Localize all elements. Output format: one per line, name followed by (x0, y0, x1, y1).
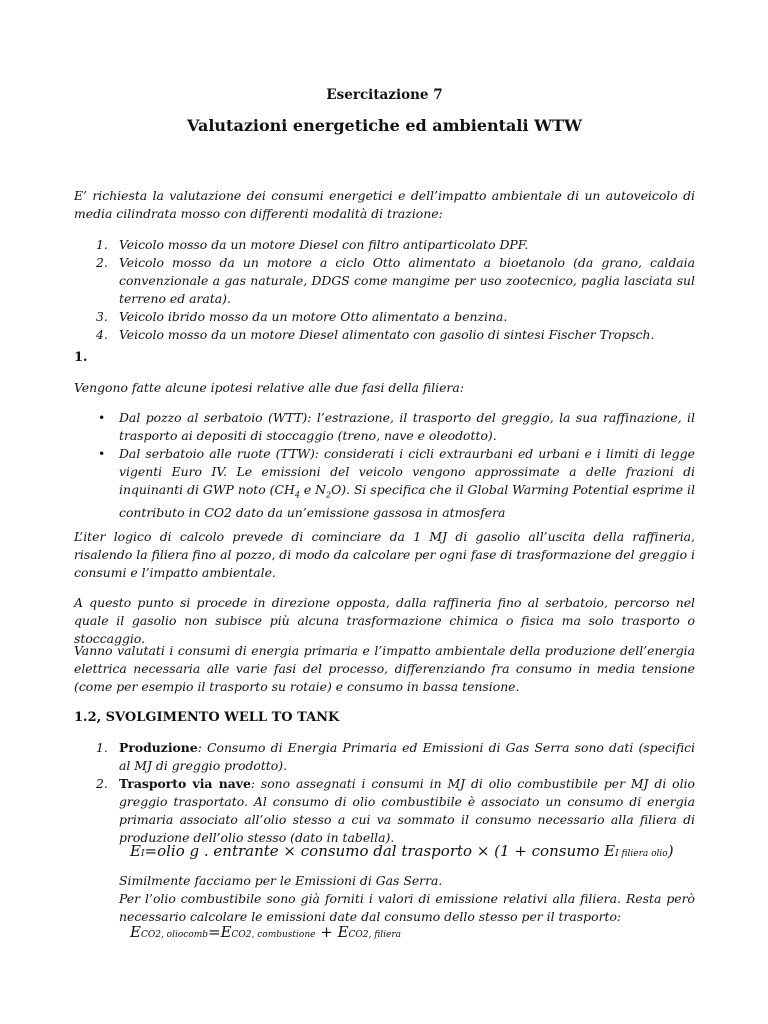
paragraph-direction: A questo punto si procede in direzione opposta, dalla raffineria fino al serbatoio, percorso nel quale il gasolio non subisce più alcuna trasformazione chimica o fisica ma solo trasporto o stoccaggio. (74, 595, 695, 646)
section-heading-well-to-tank: 1.2, SVOLGIMENTO WELL TO TANK (74, 710, 340, 725)
list-item: 1. Veicolo mosso da un motore Diesel con filtro antiparticolato DPF. (96, 237, 529, 252)
list-item: 1. Produzione: Consumo di Energia Primaria ed Emissioni di Gas Serra sono dati (specifici al MJ di greggio prodotto). (96, 740, 695, 773)
intro-paragraph: E’ richiesta la valutazione dei consumi energetici e dell’impatto ambientale di un autoveicolo di media cilindrata mosso con differenti modalità di trazione: (74, 188, 695, 221)
list-item: 4. Veicolo mosso da un motore Diesel alimentato con gasolio di sintesi Fischer Tropsch. (96, 327, 655, 342)
list-item: • Dal pozzo al serbatoio (WTT): l’estrazione, il trasporto del greggio, la sua raffinazione, il trasporto ai depositi di stoccaggio (treno, nave e oleodotto). (98, 410, 695, 443)
wtt-list (74, 739, 695, 847)
equation-co2-emissions: ECO2, oliocomb=ECO2, combustione + ECO2, filiera (130, 923, 401, 941)
hypothesis-list (74, 409, 695, 522)
paragraph-energy: Vanno valutati i consumi di energia primaria e l’impatto ambientale della produzione dell’energia elettrica necessaria alle varie fasi del processo, differenziando fra consumo in media tensione (come per esempio il trasporto su rotaie) e consumo in bassa tensione. (74, 643, 695, 694)
note-oil-emissions: Per l’olio combustibile sono già forniti i valori di emissione relativi alla filiera. Resta però necessario calcolare le emissioni date dal consumo dello stesso per il trasporto: (119, 891, 695, 924)
list-item: 2. Trasporto via nave: sono assegnati i consumi in MJ di olio combustibile per MJ di olio greggio trasportato. Al consumo di olio combustibile è associato un consumo di energia primaria associato all’olio stesso a cui va sommato il consumo necessario alla filiera di produzione dell’olio stesso (dato in tabella). (96, 776, 695, 845)
list-item: 2. Veicolo mosso da un motore a ciclo Otto alimentato a bioetanolo (da grano, caldaia convenzionale a gas naturale, DDGS come mangime per uso zootecnico, paglia lasciata sul terreno ed arata). (96, 255, 695, 306)
note-emissions: Similmente facciamo per le Emissioni di Gas Serra. (119, 873, 443, 888)
hypothesis-intro: Vengono fatte alcune ipotesi relative alle due fasi della filiera: (74, 380, 464, 395)
document-title: Esercitazione 7 (326, 87, 443, 103)
document-subtitle: Valutazioni energetiche ed ambientali WTW (187, 116, 582, 135)
vehicle-list (74, 236, 695, 344)
list-item: • Dal serbatoio alle ruote (TTW): considerati i cicli extraurbani ed urbani e i limiti di legge vigenti Euro IV. Le emissioni del veicolo vengono approssimate a delle frazioni di inquinanti di GWP noto ($CH_4$ e $N_2O$). Si specifica che il Global Warming Potential esprime il contributo in CO2 dato da un’emissione gassosa in atmosfera (98, 446, 695, 521)
section-heading-1: 1. (74, 350, 88, 365)
paragraph-iter: L’iter logico di calcolo prevede di cominciare da 1 MJ di gasolio all’uscita della raffineria, risalendo la filiera fino al pozzo, di modo da calcolare per ogni fase di trasformazione del greggio i consumi e l’impatto ambientale. (74, 529, 695, 580)
equation-primary-energy: EI=olio g . entrante × consumo dal trasporto × (1 + consumo EI filiera olio) (130, 842, 674, 860)
list-item: 3. Veicolo ibrido mosso da un motore Otto alimentato a benzina. (96, 309, 508, 324)
